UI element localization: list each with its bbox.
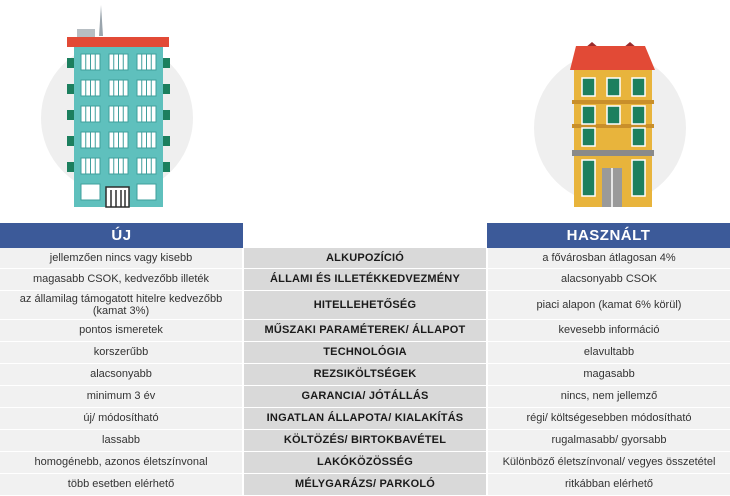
window-icon [607, 78, 620, 96]
window-icon [632, 106, 645, 124]
window-icon [81, 184, 100, 200]
comparison-table [0, 248, 730, 496]
cell-new: alacsonyabb [0, 363, 243, 385]
window-icon [632, 128, 645, 146]
table-row [0, 407, 730, 429]
cell-used: régi/ költségesebben módosítható [487, 407, 730, 429]
column-headers [0, 223, 730, 248]
cell-new: magasabb CSOK, kedvezőbb illeték [0, 268, 243, 290]
cell-criterion: KÖLTÖZÉS/ BIRTOKBAVÉTEL [243, 429, 487, 451]
cell-used: elavultabb [487, 341, 730, 363]
used-building-illustration [530, 0, 695, 220]
table-row [0, 341, 730, 363]
cell-used: magasabb [487, 363, 730, 385]
cell-criterion: REZSIKÖLTSÉGEK [243, 363, 487, 385]
cell-criterion: TECHNOLÓGIA [243, 341, 487, 363]
table-row [0, 385, 730, 407]
cell-used: a fővárosban átlagosan 4% [487, 248, 730, 268]
cell-criterion: MŰSZAKI PARAMÉTEREK/ ÁLLAPOT [243, 319, 487, 341]
window-icon [137, 184, 156, 200]
window-icon [582, 128, 595, 146]
cell-new: minimum 3 év [0, 385, 243, 407]
cell-criterion: INGATLAN ÁLLAPOTA/ KIALAKÍTÁS [243, 407, 487, 429]
cell-criterion: ÁLLAMI ÉS ILLETÉKKEDVEZMÉNY [243, 268, 487, 290]
window-icon [582, 160, 595, 196]
new-building-illustration [30, 0, 210, 220]
cell-new: pontos ismeretek [0, 319, 243, 341]
table-row [0, 429, 730, 451]
cell-criterion: GARANCIA/ JÓTÁLLÁS [243, 385, 487, 407]
header-used: HASZNÁLT [487, 223, 730, 248]
table-row [0, 290, 730, 319]
old-apartment-building-icon [530, 0, 695, 220]
table-row [0, 451, 730, 473]
cell-criterion: ALKUPOZÍCIÓ [243, 248, 487, 268]
cell-used: ritkábban elérhető [487, 473, 730, 495]
cell-criterion: HITELLEHETŐSÉG [243, 290, 487, 319]
table-row [0, 473, 730, 495]
cell-new: több esetben elérhető [0, 473, 243, 495]
cell-used: Különböző életszínvonal/ vegyes összetétel [487, 451, 730, 473]
window-icon [607, 106, 620, 124]
window-icon [582, 106, 595, 124]
header-new: ÚJ [0, 223, 243, 248]
cell-criterion: MÉLYGARÁZS/ PARKOLÓ [243, 473, 487, 495]
window-icon [632, 78, 645, 96]
table-row [0, 268, 730, 290]
cell-used: alacsonyabb CSOK [487, 268, 730, 290]
table-row [0, 319, 730, 341]
cell-new: jellemzően nincs vagy kisebb [0, 248, 243, 268]
cell-new: homogénebb, azonos életszínvonal [0, 451, 243, 473]
table-row [0, 363, 730, 385]
cell-new: az államilag támogatott hitelre kedvezőbb (kamat 3%) [0, 290, 243, 319]
cell-new: új/ módosítható [0, 407, 243, 429]
cell-new: lassabb [0, 429, 243, 451]
cell-used: rugalmasabb/ gyorsabb [487, 429, 730, 451]
window-icon [582, 78, 595, 96]
cell-used: piaci alapon (kamat 6% körül) [487, 290, 730, 319]
cell-used: nincs, nem jellemző [487, 385, 730, 407]
modern-apartment-building-icon [30, 0, 210, 220]
cell-criterion: LAKÓKÖZÖSSÉG [243, 451, 487, 473]
cell-new: korszerűbb [0, 341, 243, 363]
cell-used: kevesebb információ [487, 319, 730, 341]
table-row [0, 248, 730, 268]
window-icon [632, 160, 645, 196]
